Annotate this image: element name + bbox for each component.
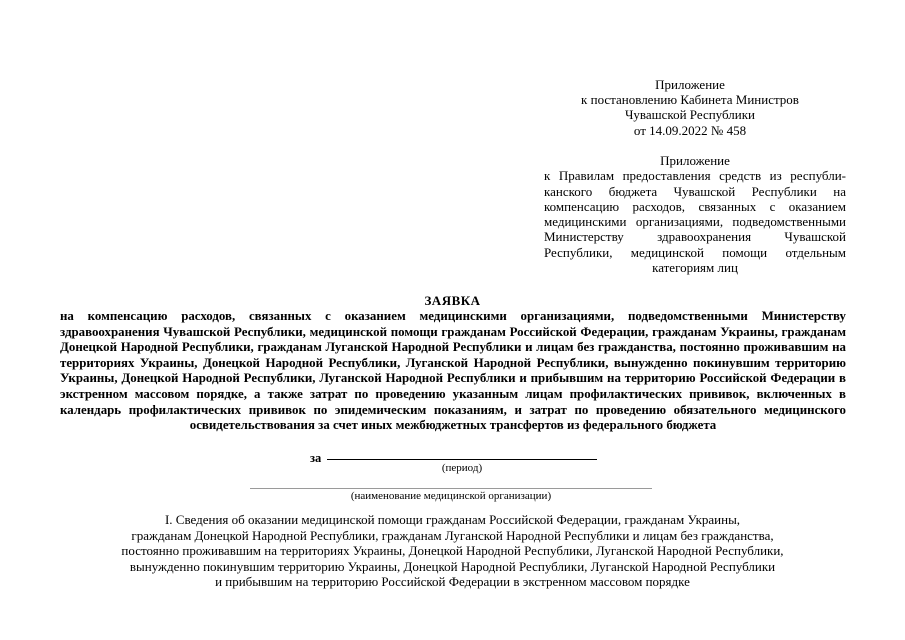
period-input-line[interactable]: [327, 459, 597, 460]
appendix-rules-text: к Правилам предоставления средств из республиканского бюджета Чувашской Республики на компенсацию расходов, связанных с оказанием медицинскими организациями, подведомственными Министерству здравоохранения Чувашской Республики, медицинской помощи отдельным категориям лиц: [544, 168, 846, 276]
appendix-rules-heading: Приложение: [660, 153, 730, 168]
section-1-line: гражданам Донецкой Народной Республики, гражданам Луганской Народной Республики и лицам без гражданства,: [131, 527, 774, 543]
organization-caption: (наименование медицинской организации): [350, 490, 552, 502]
period-prefix: за: [310, 451, 322, 465]
period-caption: (период): [441, 462, 483, 474]
appendix-rules: [544, 153, 846, 275]
appendix-line: Чувашской Республики: [624, 107, 756, 123]
document-title: ЗАЯВКА: [424, 293, 481, 308]
section-1-line: постоянно проживавшим на территориях Украины, Донецкой Народной Республики, Луганской Народной Республики,: [121, 543, 784, 559]
section-1-heading: [80, 512, 825, 590]
period-field-row: [310, 451, 326, 466]
section-1-line: I. Сведения об оказании медицинской помощи гражданам Российской Федерации, гражданам Украины,: [164, 512, 741, 527]
appendix-line: к постановлению Кабинета Министров: [581, 92, 799, 108]
appendix-line: от 14.09.2022 № 458: [633, 122, 747, 138]
appendix-line: Приложение: [655, 77, 725, 92]
section-1-line: и прибывшим на территорию Российской Федерации в экстренном массовом порядке: [215, 574, 690, 590]
document-subtitle: на компенсацию расходов, связанных с оказанием медицинскими организациями, подведомственными Министерству здравоохранения Чувашской Республики, медицинской помощи гражданам Российской Федерации, гражданам Украины, гражданам Донецкой Народной Республики, гражданам Луганской Народной Республики и лицам без гражданства, постоянно проживавшим на территориях Украины, Донецкой Народной Республики, Луганской Народной Республики, вынужденно покинувшим территорию Украины, Донецкой Народной Республики, Луганской Народной Республики и прибывшим на территорию Российской Федерации в экстренном массовом порядке, а также затрат по проведению указанным лицам профилактических прививок, включенных в календарь профилактических прививок по эпидемическим показаниям, и затрат по проведению обязательного медицинского освидетельствования за счет иных межбюджетных трансфертов из федерального бюджета: [60, 309, 846, 433]
organization-input-line[interactable]: [250, 488, 652, 489]
section-1-line: вынужденно покинувшим территорию Украины, Донецкой Народной Республики, Луганской Народной Республики: [129, 558, 776, 574]
appendix-government-resolution: [560, 77, 820, 138]
